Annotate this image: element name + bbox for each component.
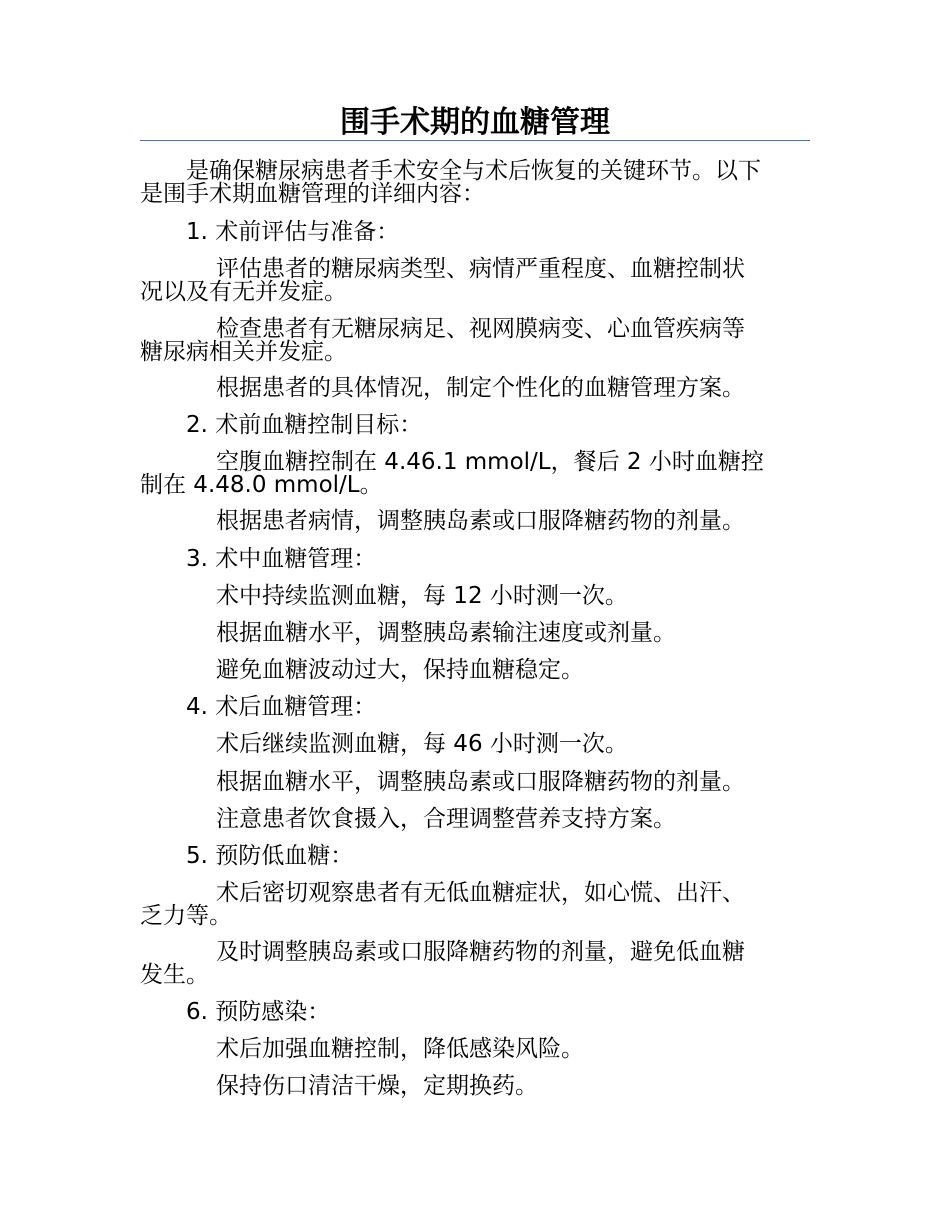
section-heading: 5. 预防低血糖： (186, 843, 354, 869)
list-item-line: 制在 4.48.0 mmol/L。 (140, 472, 383, 498)
list-item: 术中持续监测血糖，每 12 小时测一次。 (216, 583, 628, 609)
list-item-line: 术后密切观察患者有无低血糖症状，如心慌、出汗、 (216, 880, 745, 906)
list-item (140, 941, 810, 987)
list-item: 根据血糖水平，调整胰岛素输注速度或剂量。 (216, 620, 676, 646)
list-item-line: 及时调整胰岛素或口服降糖药物的剂量，避免低血糖 (216, 939, 745, 965)
list-item-line: 乏力等。 (140, 903, 232, 929)
intro-paragraph (140, 160, 810, 206)
document-title: 围手术期的血糖管理 (340, 105, 610, 140)
title-underline (140, 140, 810, 141)
list-item: 根据患者的具体情况，制定个性化的血糖管理方案。 (216, 375, 745, 401)
section-heading: 3. 术中血糖管理： (186, 546, 377, 572)
list-item: 根据患者病情，调整胰岛素或口服降糖药物的剂量。 (216, 508, 745, 534)
list-item-line: 况以及有无并发症。 (140, 279, 347, 305)
document-page (140, 0, 810, 1230)
list-item (140, 258, 810, 304)
list-item-line: 检查患者有无糖尿病足、视网膜病变、心血管疾病等 (216, 316, 745, 342)
list-item: 保持伤口清洁干燥，定期换药。 (216, 1073, 538, 1099)
list-item: 注意患者饮食摄入，合理调整营养支持方案。 (216, 806, 676, 832)
section-heading: 6. 预防感染： (186, 999, 331, 1025)
list-item: 根据血糖水平，调整胰岛素或口服降糖药物的剂量。 (216, 769, 745, 795)
section-heading: 2. 术前血糖控制目标： (186, 412, 423, 438)
list-item (140, 882, 810, 928)
list-item (140, 318, 810, 364)
intro-line: 是确保糖尿病患者手术安全与术后恢复的关键环节。以下 (186, 158, 761, 184)
list-item-line: 糖尿病相关并发症。 (140, 339, 347, 365)
intro-line: 是围手术期血糖管理的详细内容： (140, 181, 485, 207)
list-item: 术后加强血糖控制，降低感染风险。 (216, 1036, 584, 1062)
list-item (140, 451, 810, 497)
list-item: 避免血糖波动过大，保持血糖稳定。 (216, 657, 584, 683)
list-item: 术后继续监测血糖，每 46 小时测一次。 (216, 731, 628, 757)
list-item-line: 评估患者的糖尿病类型、病情严重程度、血糖控制状 (216, 256, 745, 282)
section-heading: 1. 术前评估与准备： (186, 219, 400, 245)
list-item-line: 发生。 (140, 962, 209, 988)
section-heading: 4. 术后血糖管理： (186, 694, 377, 720)
list-item-line: 空腹血糖控制在 4.46.1 mmol/L，餐后 2 小时血糖控 (216, 449, 764, 475)
